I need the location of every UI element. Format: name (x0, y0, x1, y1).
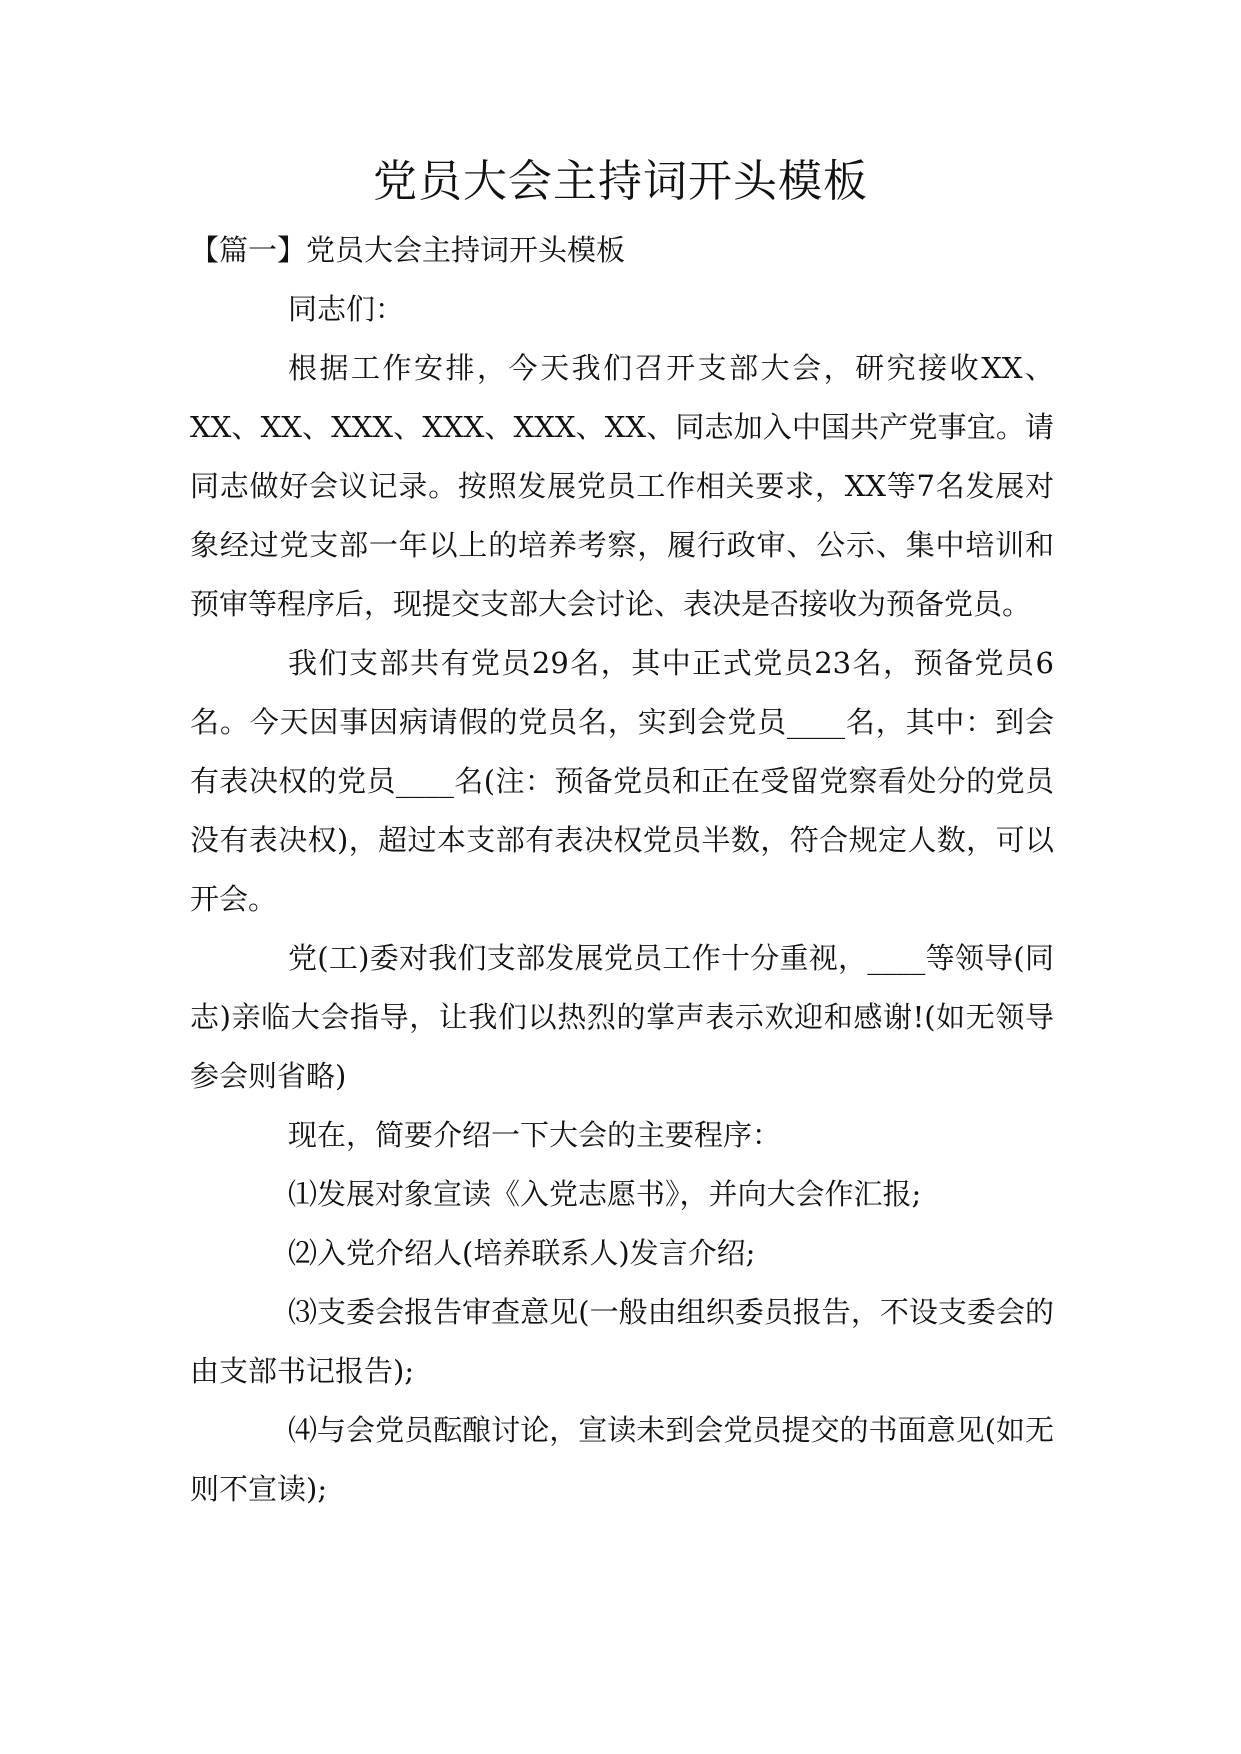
procedure-item: ⑶支委会报告审查意见(一般由组织委员报告，不设支委会的由支部书记报告); (190, 1295, 1054, 1388)
procedure-item: ⑵入党介绍人(培养联系人)发言介绍; (288, 1236, 756, 1270)
paragraph-attendance: 我们支部共有党员29名，其中正式党员23名，预备党员6名。今天因事因病请假的党员名，实到会党员____名，其中：到会有表决权的党员____名(注：预备党员和正在受留党察看处分的党员没有表决权)，超过本支部有表决权党员半数，符合规定人数，可以开会。 (190, 646, 1054, 916)
section-heading: 【篇一】党员大会主持词开头模板 (190, 233, 626, 267)
procedure-item: ⑴发展对象宣读《入党志愿书》，并向大会作汇报; (288, 1177, 922, 1211)
paragraph-leadership: 党(工)委对我们支部发展党员工作十分重视，____等领导(同志)亲临大会指导，让我们以热烈的掌声表示欢迎和感谢!(如无领导参会则省略) (190, 941, 1054, 1093)
document-body (190, 221, 1054, 1519)
greeting: 同志们： (288, 292, 405, 326)
procedure-item: ⑷与会党员酝酿讨论，宣读未到会党员提交的书面意见(如无则不宣读); (190, 1413, 1054, 1506)
document-title: 党员大会主持词开头模板 (373, 156, 868, 207)
paragraph-procedure-intro: 现在，简要介绍一下大会的主要程序： (288, 1118, 782, 1152)
paragraph-meeting-purpose: 根据工作安排，今天我们召开支部大会，研究接收XX、XX、XX、XXX、XXX、XXX、XX、同志加入中国共产党事宜。请同志做好会议记录。按照发展党员工作相关要求，XX等7名发展对象经过党支部一年以上的培养考察，履行政审、公示、集中培训和预审等程序后，现提交支部大会讨论、表决是否接收为预备党员。 (190, 351, 1054, 621)
